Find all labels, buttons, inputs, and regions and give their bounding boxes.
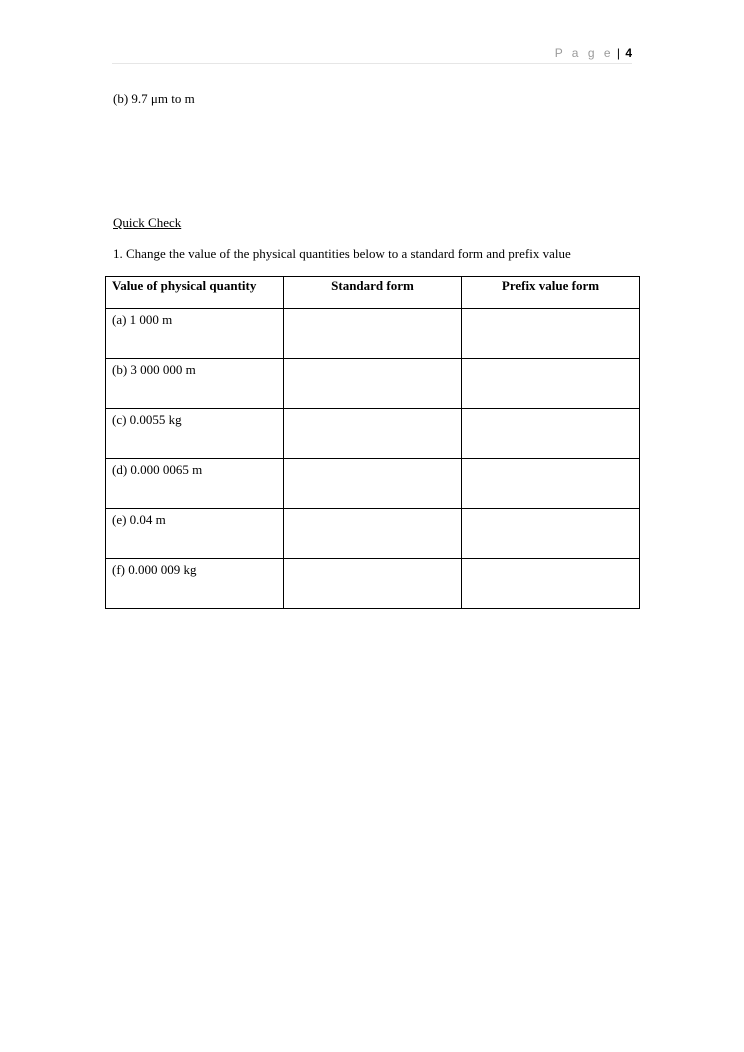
quantity-cell: (f) 0.000 009 kg <box>106 559 284 609</box>
standard-form-answer-cell[interactable] <box>284 509 462 559</box>
table-row <box>106 409 640 459</box>
table-row <box>106 509 640 559</box>
header-value-of-physical-quantity: Value of physical quantity <box>106 277 284 309</box>
page-separator: | <box>616 46 620 60</box>
standard-form-answer-cell[interactable] <box>284 459 462 509</box>
quick-check-instruction: 1. Change the value of the physical quantities below to a standard form and prefix value <box>113 246 571 261</box>
quick-check-heading: Quick Check <box>113 215 182 230</box>
header-prefix-value-form: Prefix value form <box>462 277 640 309</box>
quantity-cell: (a) 1 000 m <box>106 309 284 359</box>
quantity-cell: (c) 0.0055 kg <box>106 409 284 459</box>
header-standard-form: Standard form <box>284 277 462 309</box>
prefix-form-answer-cell[interactable] <box>462 409 640 459</box>
standard-form-answer-cell[interactable] <box>284 409 462 459</box>
standard-form-answer-cell[interactable] <box>284 309 462 359</box>
table-row <box>106 559 640 609</box>
problem-b: (b) 9.7 μm to m <box>113 91 195 106</box>
prefix-form-answer-cell[interactable] <box>462 359 640 409</box>
table-row <box>106 359 640 409</box>
conversion-table <box>105 276 640 609</box>
page-word: P a g e <box>554 46 614 60</box>
prefix-form-answer-cell[interactable] <box>462 309 640 359</box>
table-row <box>106 309 640 359</box>
page-number-label <box>555 46 632 60</box>
page-number: 4 <box>625 46 632 60</box>
prefix-form-answer-cell[interactable] <box>462 509 640 559</box>
quantity-cell: (d) 0.000 0065 m <box>106 459 284 509</box>
standard-form-answer-cell[interactable] <box>284 359 462 409</box>
prefix-form-answer-cell[interactable] <box>462 559 640 609</box>
standard-form-answer-cell[interactable] <box>284 559 462 609</box>
quantity-cell: (e) 0.04 m <box>106 509 284 559</box>
prefix-form-answer-cell[interactable] <box>462 459 640 509</box>
page-header <box>112 45 632 64</box>
quantity-cell: (b) 3 000 000 m <box>106 359 284 409</box>
table-header-row <box>106 277 640 309</box>
table-row <box>106 459 640 509</box>
